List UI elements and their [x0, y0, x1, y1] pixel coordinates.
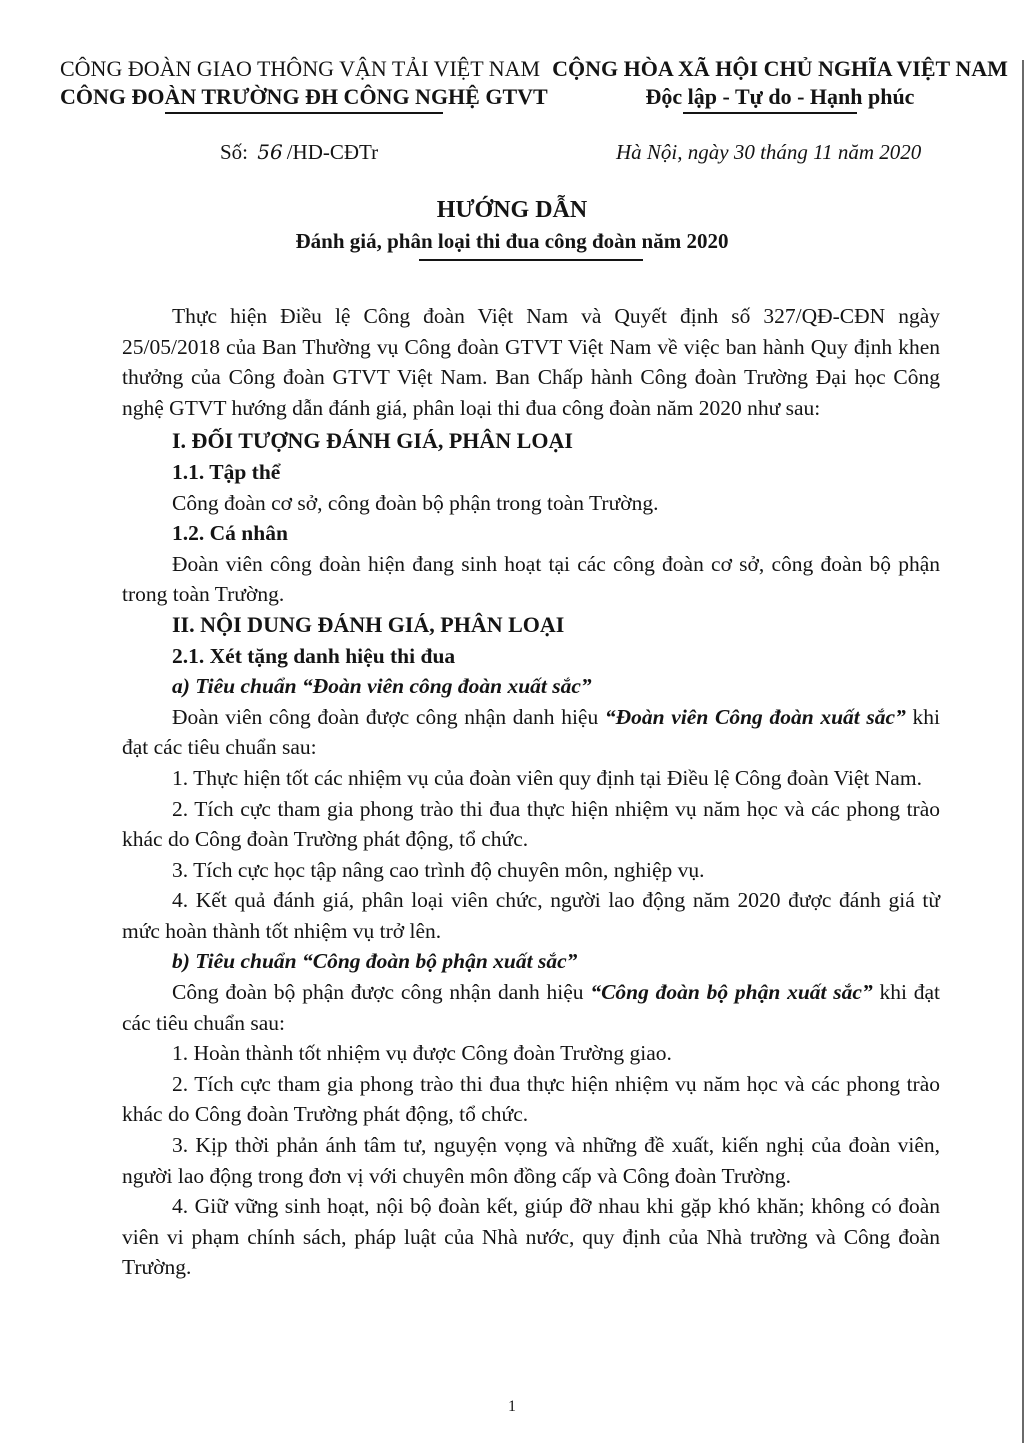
criteria-b-heading: b) Tiêu chuẩn “Công đoàn bộ phận xuất sắc”: [172, 949, 578, 974]
place-date: Hà Nội, ngày 30 tháng 11 năm 2020: [616, 140, 922, 164]
page-number: 1: [508, 1398, 516, 1415]
org-name: CÔNG ĐOÀN TRƯỜNG ĐH CÔNG NGHỆ GTVT: [60, 84, 548, 109]
section-2-1-heading: 2.1. Xét tặng danh hiệu thi đua: [172, 643, 456, 668]
doc-number: [220, 140, 378, 165]
national-header: [545, 55, 1015, 111]
criteria-b-item: 1. Hoàn thành tốt nhiệm vụ được Công đoàn Trường giao.: [172, 1041, 672, 1066]
section-1-2-text: Đoàn viên công đoàn hiện đang sinh hoạt tại các công đoàn cơ sở, công đoàn bộ phận trong toàn Trường.: [122, 551, 940, 607]
doc-body: [122, 301, 940, 1283]
criteria-a-item: 3. Tích cực học tập nâng cao trình độ chuyên môn, nghiệp vụ.: [172, 857, 705, 882]
section-1-heading: I. ĐỐI TƯỢNG ĐÁNH GIÁ, PHÂN LOẠI: [172, 428, 573, 454]
criteria-b-title: “Công đoàn bộ phận xuất sắc”: [590, 980, 873, 1005]
criteria-a-intro: [122, 702, 940, 763]
issuer-block: [60, 55, 548, 111]
section-1-1-heading: 1.1. Tập thể: [172, 459, 281, 484]
motto: Độc lập - Tự do - Hạnh phúc: [645, 84, 915, 109]
doc-number-handwritten: 56: [257, 140, 283, 164]
criteria-a-item: 1. Thực hiện tốt các nhiệm vụ của đoàn viên quy định tại Điều lệ Công đoàn Việt Nam.: [172, 765, 922, 790]
criteria-a-intro-pre: Đoàn viên công đoàn được công nhận danh hiệu: [172, 704, 605, 729]
criteria-a-item: 4. Kết quả đánh giá, phân loại viên chức, người lao động năm 2020 được đánh giá từ mức hoàn thành tốt nhiệm vụ trở lên.: [122, 888, 940, 943]
criteria-a-item: 2. Tích cực tham gia phong trào thi đua thực hiện nhiệm vụ năm học và các phong trào khác do Công đoàn Trường phát động, tổ chức.: [122, 796, 940, 852]
org-parent: CÔNG ĐOÀN GIAO THÔNG VẬN TẢI VIỆT NAM: [60, 56, 541, 81]
intro-paragraph: Thực hiện Điều lệ Công đoàn Việt Nam và Quyết định số 327/QĐ-CĐN ngày 25/05/2018 của Ban Thường vụ Công đoàn GTVT Việt Nam về việc ban hành Quy định khen thưởng của Công đoàn GTVT Việt Nam. Ban Chấp hành Công đoàn Trường Đại học Công nghệ GTVT hướng dẫn đánh giá, phân loại thi đua công đoàn năm 2020 như sau:: [122, 304, 940, 420]
doc-subtitle: Đánh giá, phân loại thi đua công đoàn năm 2020: [295, 229, 729, 253]
org-underline: [165, 112, 443, 114]
doc-number-prefix: Số:: [220, 140, 249, 164]
doc-number-suffix: /HD-CĐTr: [286, 140, 379, 164]
criteria-b-intro: [122, 977, 940, 1038]
country-name: CỘNG HÒA XÃ HỘI CHỦ NGHĨA VIỆT NAM: [552, 56, 1008, 81]
criteria-b-item: 2. Tích cực tham gia phong trào thi đua thực hiện nhiệm vụ năm học và các phong trào khác do Công đoàn Trường phát động, tổ chức.: [122, 1071, 940, 1127]
criteria-a-intro-post: khi đạt các tiêu chuẩn sau:: [122, 704, 940, 760]
criteria-a-title: “Đoàn viên Công đoàn xuất sắc”: [604, 704, 906, 729]
section-2-heading: II. NỘI DUNG ĐÁNH GIÁ, PHÂN LOẠI: [172, 611, 565, 637]
criteria-b-intro-pre: Công đoàn bộ phận được công nhận danh hiệu: [172, 980, 591, 1005]
criteria-a-heading: a) Tiêu chuẩn “Đoàn viên công đoàn xuất sắc”: [172, 674, 592, 699]
subtitle-underline: [419, 259, 643, 261]
section-1-2-heading: 1.2. Cá nhân: [172, 521, 288, 546]
doc-title: HƯỚNG DẪN: [436, 197, 588, 223]
criteria-b-item: 4. Giữ vững sinh hoạt, nội bộ đoàn kết, giúp đỡ nhau khi gặp khó khăn; không có đoàn viên vi phạm chính sách, pháp luật của Nhà nước, quy định của Nhà trường và Công đoàn Trường.: [122, 1194, 940, 1280]
criteria-b-item: 3. Kịp thời phản ánh tâm tư, nguyện vọng và những đề xuất, kiến nghị của đoàn viên, người lao động trong đơn vị với chuyên môn đồng cấp và Công đoàn Trường.: [122, 1133, 940, 1188]
motto-underline: [683, 112, 857, 114]
criteria-b-intro-post: khi đạt các tiêu chuẩn sau:: [122, 980, 941, 1035]
section-1-1-text: Công đoàn cơ sở, công đoàn bộ phận trong toàn Trường.: [172, 490, 659, 515]
